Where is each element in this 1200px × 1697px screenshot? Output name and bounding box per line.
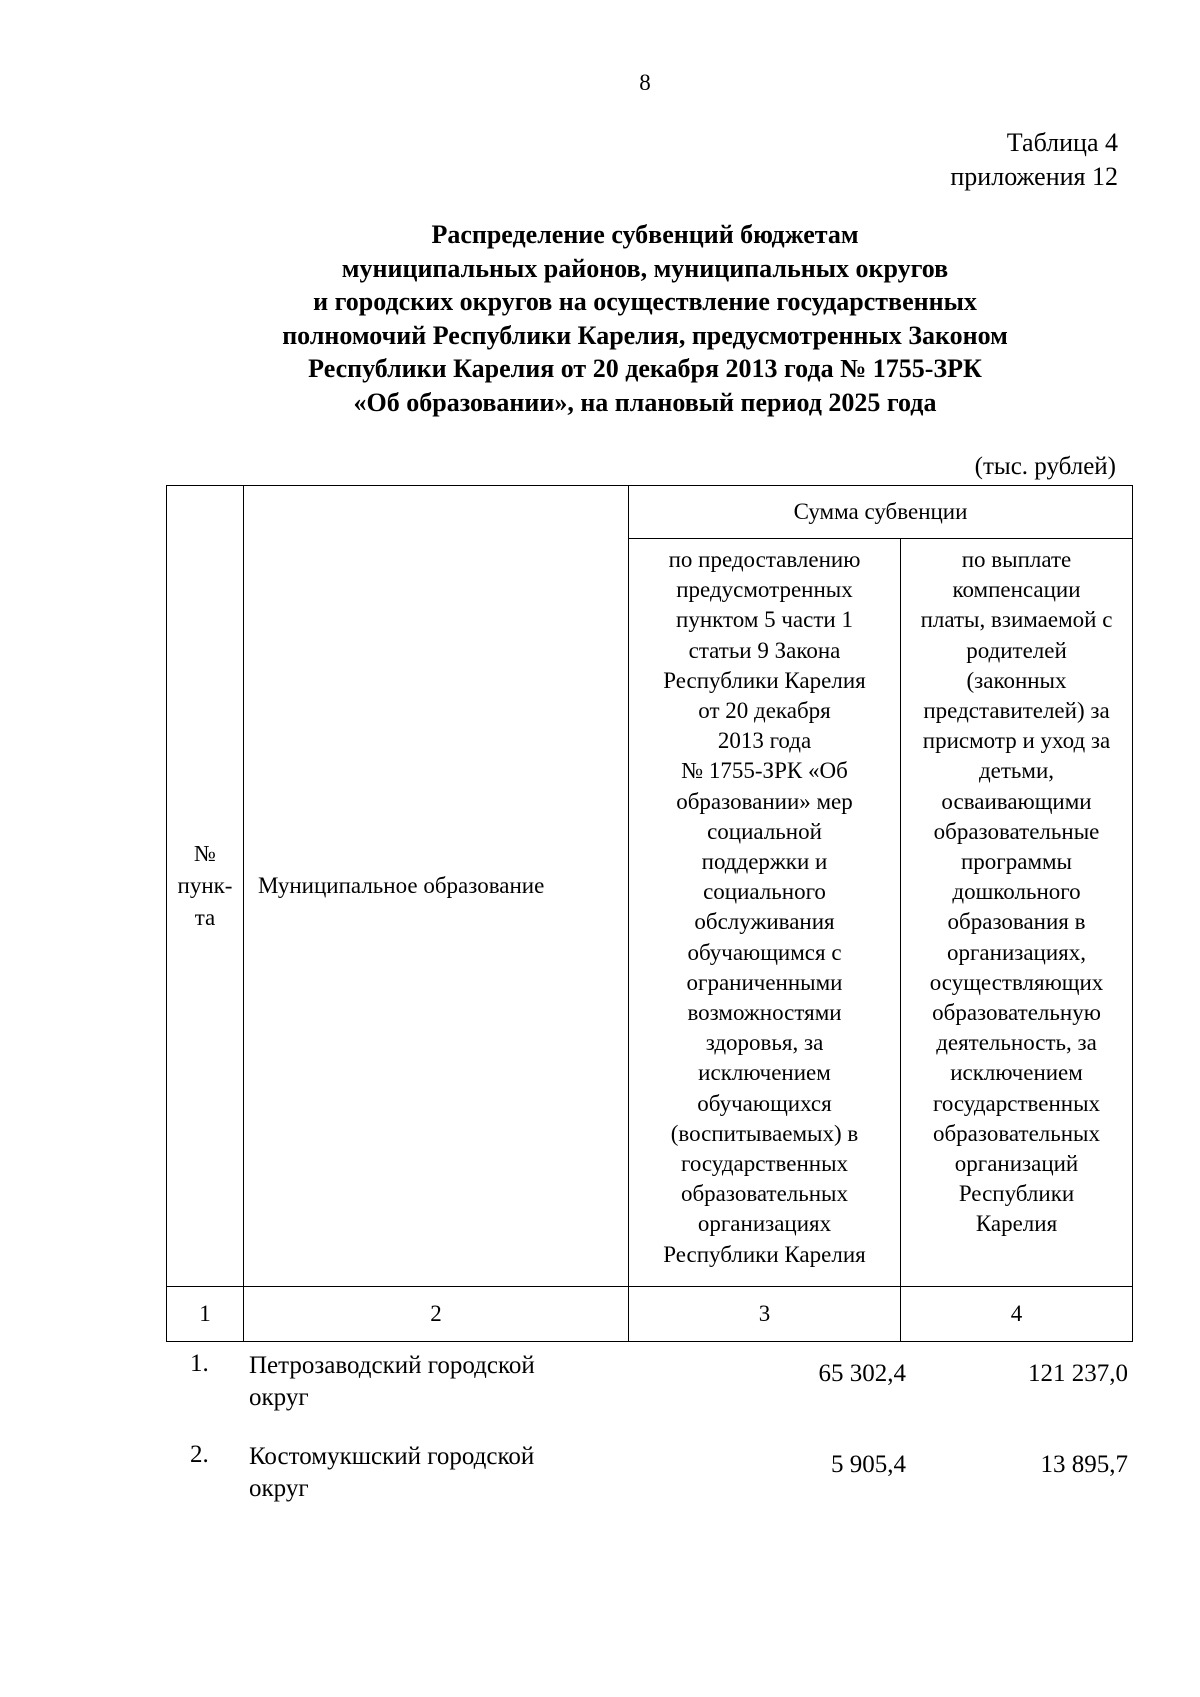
title-line: «Об образовании», на плановый период 2025 года bbox=[353, 387, 937, 417]
column-number-4: 4 bbox=[901, 1287, 1133, 1342]
col4-line: организациях, bbox=[947, 939, 1086, 965]
header-municipality: Муниципальное образование bbox=[244, 486, 629, 1287]
row-name-line: округ bbox=[249, 1384, 309, 1411]
col3-line: статьи 9 Закона bbox=[688, 637, 841, 663]
document-title bbox=[200, 218, 1090, 419]
col3-line: пунктом 5 части 1 bbox=[676, 607, 853, 633]
title-line: и городских округов на осуществление государственных bbox=[313, 287, 977, 316]
header-num-line: та bbox=[194, 905, 216, 930]
col4-line: присмотр и уход за bbox=[922, 728, 1111, 754]
col3-line: обучающимся с bbox=[687, 939, 842, 965]
col4-line: образования в bbox=[947, 909, 1086, 935]
col3-line: обслуживания bbox=[694, 909, 835, 935]
row-name-line: Петрозаводский городской bbox=[249, 1352, 535, 1379]
col3-line: образовательных bbox=[680, 1181, 849, 1207]
col4-line: дошкольного bbox=[952, 879, 1081, 905]
col4-line: Республики bbox=[958, 1181, 1075, 1207]
col4-line: образовательные bbox=[933, 818, 1100, 844]
units-label: (тыс. рублей) bbox=[974, 453, 1116, 480]
col3-line: организациях bbox=[697, 1211, 832, 1237]
table-reference-line2: приложения 12 bbox=[950, 162, 1118, 191]
col4-line: компенсации bbox=[952, 577, 1081, 603]
col4-line: осваивающими bbox=[941, 788, 1092, 814]
col4-line: детьми, bbox=[978, 758, 1055, 784]
header-col4-description bbox=[901, 539, 1133, 1287]
row-col4-value: 121 237,0 bbox=[1028, 1360, 1128, 1387]
col4-line: организаций bbox=[954, 1151, 1079, 1177]
row-number: 2. bbox=[190, 1441, 209, 1468]
col3-line: образовании» мер bbox=[676, 788, 853, 814]
col3-line: социальной bbox=[707, 818, 822, 844]
col4-line: платы, взимаемой с bbox=[920, 607, 1113, 633]
col4-line: представителей) за bbox=[923, 698, 1110, 724]
col3-line: возможностями bbox=[687, 1000, 842, 1026]
row-name-line: округ bbox=[249, 1475, 309, 1502]
column-number-3: 3 bbox=[629, 1287, 901, 1342]
title-line: полномочий Республики Карелия, предусмотренных Законом bbox=[282, 320, 1008, 350]
col4-line: образовательных bbox=[932, 1120, 1101, 1146]
column-number-1: 1 bbox=[167, 1287, 244, 1342]
col4-line: деятельность, за bbox=[936, 1030, 1097, 1056]
col3-line: № 1755-ЗРК «Об bbox=[681, 758, 848, 784]
col4-line: осуществляющих bbox=[929, 969, 1104, 995]
col3-line: предусмотренных bbox=[676, 577, 853, 603]
col3-line: 2013 года bbox=[717, 728, 812, 754]
col3-line: поддержки и bbox=[701, 849, 828, 875]
header-col3-description bbox=[629, 539, 901, 1287]
row-number: 1. bbox=[190, 1350, 209, 1377]
row-col4-value: 13 895,7 bbox=[1040, 1451, 1128, 1478]
title-line: Распределение субвенций бюджетам bbox=[431, 220, 859, 249]
col4-line: Карелия bbox=[975, 1211, 1058, 1237]
page-number: 8 bbox=[639, 70, 651, 95]
col4-line: (законных bbox=[966, 667, 1067, 693]
table-header bbox=[166, 485, 1133, 1342]
header-item-number bbox=[167, 486, 244, 1287]
col4-line: программы bbox=[961, 849, 1073, 875]
col3-line: (воспитываемых) в bbox=[670, 1120, 859, 1146]
col3-line: от 20 декабря bbox=[698, 698, 831, 724]
header-num-line: № bbox=[194, 841, 216, 866]
col3-line: по предоставлению bbox=[668, 547, 861, 572]
col3-line: социального bbox=[703, 879, 826, 905]
col3-line: государственных bbox=[680, 1151, 849, 1177]
col4-line: образовательную bbox=[932, 1000, 1101, 1026]
col3-line: исключением bbox=[698, 1060, 831, 1086]
row-name-line: Костомукшский городской bbox=[249, 1443, 535, 1470]
column-number-2: 2 bbox=[244, 1287, 629, 1342]
col3-line: обучающихся bbox=[697, 1090, 832, 1116]
row-municipality bbox=[249, 1441, 589, 1505]
row-municipality bbox=[249, 1350, 589, 1414]
col3-line: здоровья, за bbox=[705, 1030, 824, 1056]
row-col3-value: 5 905,4 bbox=[831, 1451, 906, 1478]
col4-line: по выплате bbox=[961, 547, 1072, 572]
row-col3-value: 65 302,4 bbox=[818, 1360, 906, 1387]
title-line: муниципальных районов, муниципальных округов bbox=[341, 253, 949, 283]
col4-line: родителей bbox=[966, 637, 1067, 663]
col3-line: ограниченными bbox=[686, 969, 843, 995]
col4-line: исключением bbox=[950, 1060, 1083, 1086]
table-row bbox=[166, 1441, 1132, 1521]
header-subvention-sum: Сумма субвенции bbox=[629, 486, 1133, 539]
table-reference-line1: Таблица 4 bbox=[1006, 128, 1118, 157]
col4-line: государственных bbox=[932, 1090, 1101, 1116]
col3-line: Республики Карелия bbox=[663, 1241, 866, 1267]
title-line: Республики Карелия от 20 декабря 2013 года № 1755-ЗРК bbox=[308, 354, 982, 383]
table-row bbox=[166, 1350, 1132, 1430]
col3-line: Республики Карелия bbox=[663, 667, 866, 693]
header-num-line: пунк- bbox=[177, 873, 233, 898]
